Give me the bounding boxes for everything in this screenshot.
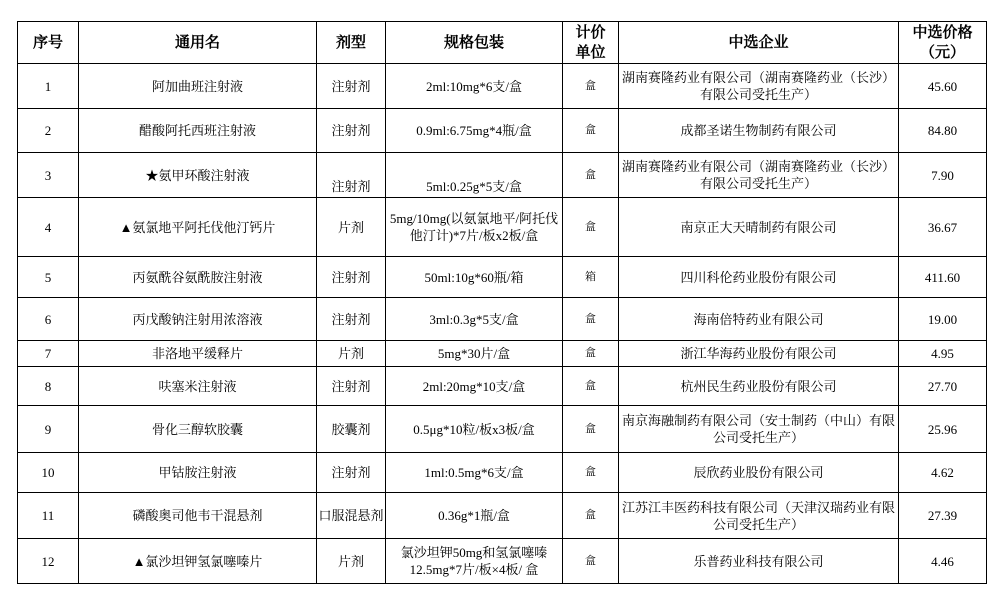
- price-unit: 盒: [563, 341, 619, 367]
- selected-company: 南京正大天晴制药有限公司: [619, 198, 899, 257]
- dosage-form: 胶囊剂: [317, 406, 386, 453]
- header-name: 通用名: [79, 22, 317, 64]
- price-unit: 箱: [563, 257, 619, 298]
- dosage-form: 片剂: [317, 198, 386, 257]
- dosage-form: 注射剂: [317, 367, 386, 406]
- generic-name: 丙戊酸钠注射用浓溶液: [79, 298, 317, 341]
- row-number: 2: [18, 109, 79, 153]
- table-row: [18, 109, 987, 153]
- header-price: 中选价格（元）: [899, 22, 987, 64]
- selected-company: 成都圣诺生物制药有限公司: [619, 109, 899, 153]
- spec-package: 5ml:0.25g*5支/盒: [386, 153, 563, 198]
- selected-price: 4.62: [899, 453, 987, 493]
- header-no: 序号: [18, 22, 79, 64]
- selected-price: 25.96: [899, 406, 987, 453]
- price-unit: 盒: [563, 493, 619, 539]
- selected-company: 乐普药业科技有限公司: [619, 539, 899, 584]
- row-number: 11: [18, 493, 79, 539]
- spec-package: 5mg*30片/盒: [386, 341, 563, 367]
- header-spec: 规格包装: [386, 22, 563, 64]
- header-form: 剂型: [317, 22, 386, 64]
- selected-company: 湖南赛隆药业有限公司（湖南赛隆药业（长沙）有限公司受托生产）: [619, 64, 899, 109]
- selected-company: 辰欣药业股份有限公司: [619, 453, 899, 493]
- table-row: [18, 341, 987, 367]
- dosage-form: 注射剂: [317, 109, 386, 153]
- spec-package: 0.36g*1瓶/盒: [386, 493, 563, 539]
- table-header: [18, 22, 987, 64]
- selected-company: 湖南赛隆药业有限公司（湖南赛隆药业（长沙）有限公司受托生产）: [619, 153, 899, 198]
- row-number: 5: [18, 257, 79, 298]
- spec-package: 50ml:10g*60瓶/箱: [386, 257, 563, 298]
- drug-price-table: [17, 21, 987, 584]
- price-unit: 盒: [563, 367, 619, 406]
- spec-package: 2ml:10mg*6支/盒: [386, 64, 563, 109]
- row-number: 9: [18, 406, 79, 453]
- table-row: [18, 367, 987, 406]
- selected-price: 84.80: [899, 109, 987, 153]
- spec-package: 0.5μg*10粒/板x3板/盒: [386, 406, 563, 453]
- generic-name: ★氨甲环酸注射液: [79, 153, 317, 198]
- price-unit: 盒: [563, 298, 619, 341]
- row-number: 3: [18, 153, 79, 198]
- table-row: [18, 153, 987, 198]
- selected-company: 杭州民生药业股份有限公司: [619, 367, 899, 406]
- selected-company: 浙江华海药业股份有限公司: [619, 341, 899, 367]
- spec-package: 5mg/10mg(以氨氯地平/阿托伐他汀计)*7片/板x2板/盒: [386, 198, 563, 257]
- table-row: [18, 493, 987, 539]
- row-number: 4: [18, 198, 79, 257]
- selected-price: 411.60: [899, 257, 987, 298]
- dosage-form: 片剂: [317, 341, 386, 367]
- generic-name: 丙氨酰谷氨酰胺注射液: [79, 257, 317, 298]
- dosage-form: 口服混悬剂: [317, 493, 386, 539]
- price-unit: 盒: [563, 198, 619, 257]
- selected-company: 江苏江丰医药科技有限公司（天津汉瑞药业有限公司受托生产）: [619, 493, 899, 539]
- table-row: [18, 257, 987, 298]
- generic-name: 骨化三醇软胶囊: [79, 406, 317, 453]
- row-number: 1: [18, 64, 79, 109]
- generic-name: 磷酸奥司他韦干混悬剂: [79, 493, 317, 539]
- selected-price: 36.67: [899, 198, 987, 257]
- price-unit: 盒: [563, 539, 619, 584]
- price-unit: 盒: [563, 64, 619, 109]
- row-number: 10: [18, 453, 79, 493]
- dosage-form: 注射剂: [317, 298, 386, 341]
- price-unit: 盒: [563, 153, 619, 198]
- dosage-form: 注射剂: [317, 453, 386, 493]
- selected-price: 19.00: [899, 298, 987, 341]
- row-number: 8: [18, 367, 79, 406]
- table-row: [18, 406, 987, 453]
- price-unit: 盒: [563, 406, 619, 453]
- generic-name: 阿加曲班注射液: [79, 64, 317, 109]
- dosage-form: 注射剂: [317, 64, 386, 109]
- price-unit: 盒: [563, 109, 619, 153]
- generic-name: 非洛地平缓释片: [79, 341, 317, 367]
- spec-package: 氯沙坦钾50mg和氢氯噻嗪12.5mg*7片/板×4板/ 盒: [386, 539, 563, 584]
- generic-name: ▲氨氯地平阿托伐他汀钙片: [79, 198, 317, 257]
- dosage-form: 注射剂: [317, 257, 386, 298]
- generic-name: 甲钴胺注射液: [79, 453, 317, 493]
- selected-company: 海南倍特药业有限公司: [619, 298, 899, 341]
- generic-name: 醋酸阿托西班注射液: [79, 109, 317, 153]
- spec-package: 1ml:0.5mg*6支/盒: [386, 453, 563, 493]
- table-row: [18, 198, 987, 257]
- dosage-form: 注射剂: [317, 153, 386, 198]
- dosage-form: 片剂: [317, 539, 386, 584]
- spec-package: 0.9ml:6.75mg*4瓶/盒: [386, 109, 563, 153]
- row-number: 7: [18, 341, 79, 367]
- selected-company: 四川科伦药业股份有限公司: [619, 257, 899, 298]
- generic-name: ▲氯沙坦钾氢氯噻嗪片: [79, 539, 317, 584]
- generic-name: 呋塞米注射液: [79, 367, 317, 406]
- price-unit: 盒: [563, 453, 619, 493]
- row-number: 6: [18, 298, 79, 341]
- table-row: [18, 64, 987, 109]
- spec-package: 2ml:20mg*10支/盒: [386, 367, 563, 406]
- table-row: [18, 453, 987, 493]
- row-number: 12: [18, 539, 79, 584]
- header-unit: 计价单位: [563, 22, 619, 64]
- table-row: [18, 298, 987, 341]
- selected-company: 南京海融制药有限公司（安士制药（中山）有限公司受托生产）: [619, 406, 899, 453]
- selected-price: 45.60: [899, 64, 987, 109]
- selected-price: 7.90: [899, 153, 987, 198]
- spec-package: 3ml:0.3g*5支/盒: [386, 298, 563, 341]
- header-company: 中选企业: [619, 22, 899, 64]
- selected-price: 27.39: [899, 493, 987, 539]
- selected-price: 27.70: [899, 367, 987, 406]
- selected-price: 4.46: [899, 539, 987, 584]
- table-row: [18, 539, 987, 584]
- selected-price: 4.95: [899, 341, 987, 367]
